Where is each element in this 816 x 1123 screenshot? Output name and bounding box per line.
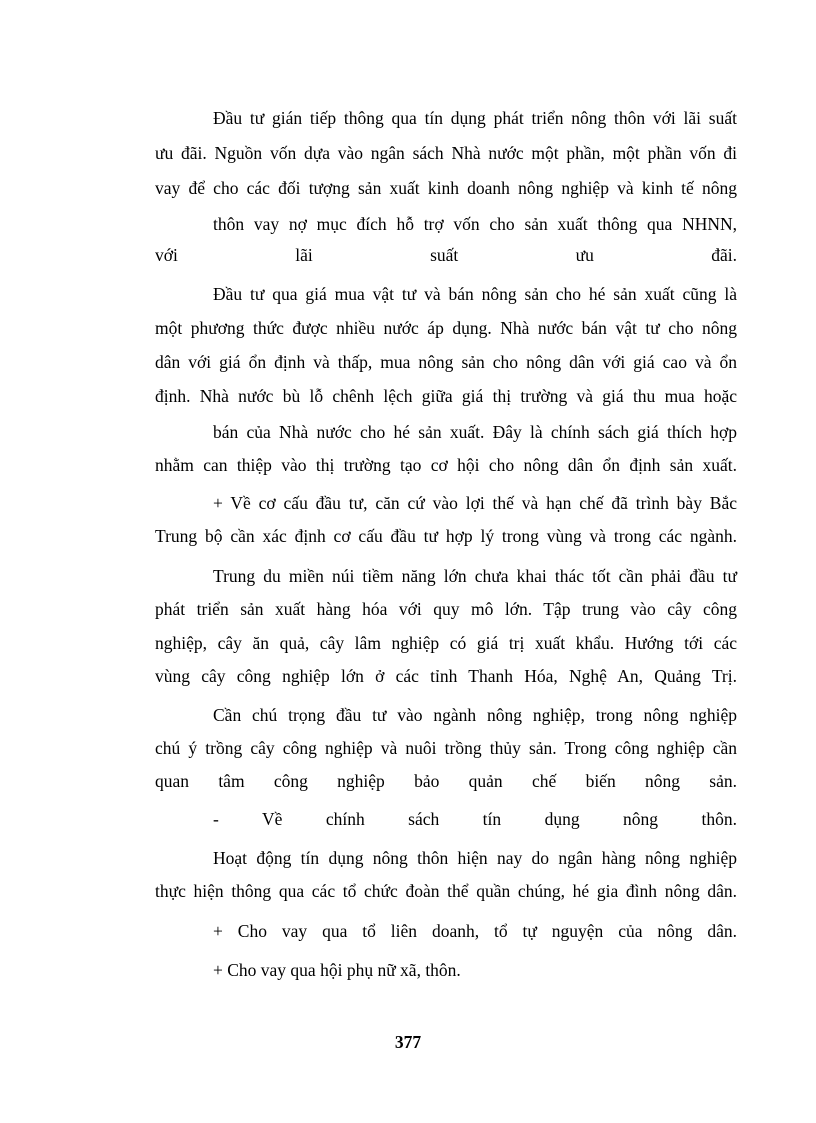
text-line: Trung bộ cần xác định cơ cấu đầu tư hợp lý trong vùng và trong các ngành. xyxy=(155,526,737,546)
page-number: 377 xyxy=(394,1032,422,1052)
text-line: vay để cho các đối tượng sản xuất kinh doanh nông nghiệp và kinh tế nông xyxy=(155,178,737,198)
text-line: định. Nhà nước bù lỗ chênh lệch giữa giá thị trường và giá thu mua hoặc xyxy=(155,386,737,406)
text-line: phát triển sản xuất hàng hóa với quy mô lớn. Tập trung vào cây công xyxy=(155,599,737,619)
text-line: thôn vay nợ mục đích hỗ trợ vốn cho sản xuất thông qua NHNN, xyxy=(213,214,737,234)
text-line: vùng cây công nghiệp lớn ở các tỉnh Thanh Hóa, Nghệ An, Quảng Trị. xyxy=(155,666,737,686)
text-line: Đầu tư gián tiếp thông qua tín dụng phát triển nông thôn với lãi suất xyxy=(213,108,737,128)
text-line: Cần chú trọng đầu tư vào ngành nông nghiệp, trong nông nghiệp xyxy=(213,705,737,725)
text-line: + Cho vay qua hội phụ nữ xã, thôn. xyxy=(213,960,461,980)
text-line: nhằm can thiệp vào thị trường tạo cơ hội cho nông dân ổn định sản xuất. xyxy=(155,455,737,475)
text-line: thực hiện thông qua các tổ chức đoàn thể quần chúng, hé gia đình nông dân. xyxy=(155,881,737,901)
text-line: dân với giá ổn định và thấp, mua nông sản cho nông dân với giá cao và ổn xyxy=(155,352,737,372)
text-line: bán của Nhà nước cho hé sản xuất. Đây là chính sách giá thích hợp xyxy=(213,422,737,442)
text-line: một phương thức được nhiều nước áp dụng. Nhà nước bán vật tư cho nông xyxy=(155,318,737,338)
text-line: với lãi suất ưu đãi. xyxy=(155,245,737,265)
text-line: quan tâm công nghiệp bảo quản chế biến nông sản. xyxy=(155,771,737,791)
text-line: Hoạt động tín dụng nông thôn hiện nay do ngân hàng nông nghiệp xyxy=(213,848,737,868)
text-line: + Cho vay qua tổ liên doanh, tổ tự nguyện của nông dân. xyxy=(213,921,737,941)
text-line: nghiệp, cây ăn quả, cây lâm nghiệp có giá trị xuất khẩu. Hướng tới các xyxy=(155,633,737,653)
text-line: Đầu tư qua giá mua vật tư và bán nông sản cho hé sản xuất cũng là xyxy=(213,284,737,304)
text-line: Trung du miền núi tiềm năng lớn chưa khai thác tốt cần phải đầu tư xyxy=(213,566,737,586)
text-line: ưu đãi. Nguồn vốn dựa vào ngân sách Nhà nước một phần, một phần vốn đi xyxy=(155,143,737,163)
text-line: - Về chính sách tín dụng nông thôn. xyxy=(213,809,737,829)
text-line: + Về cơ cấu đầu tư, căn cứ vào lợi thế và hạn chế đã trình bày Bắc xyxy=(213,493,737,513)
text-line: chú ý trồng cây công nghiệp và nuôi trồng thủy sản. Trong công nghiệp cần xyxy=(155,738,737,758)
